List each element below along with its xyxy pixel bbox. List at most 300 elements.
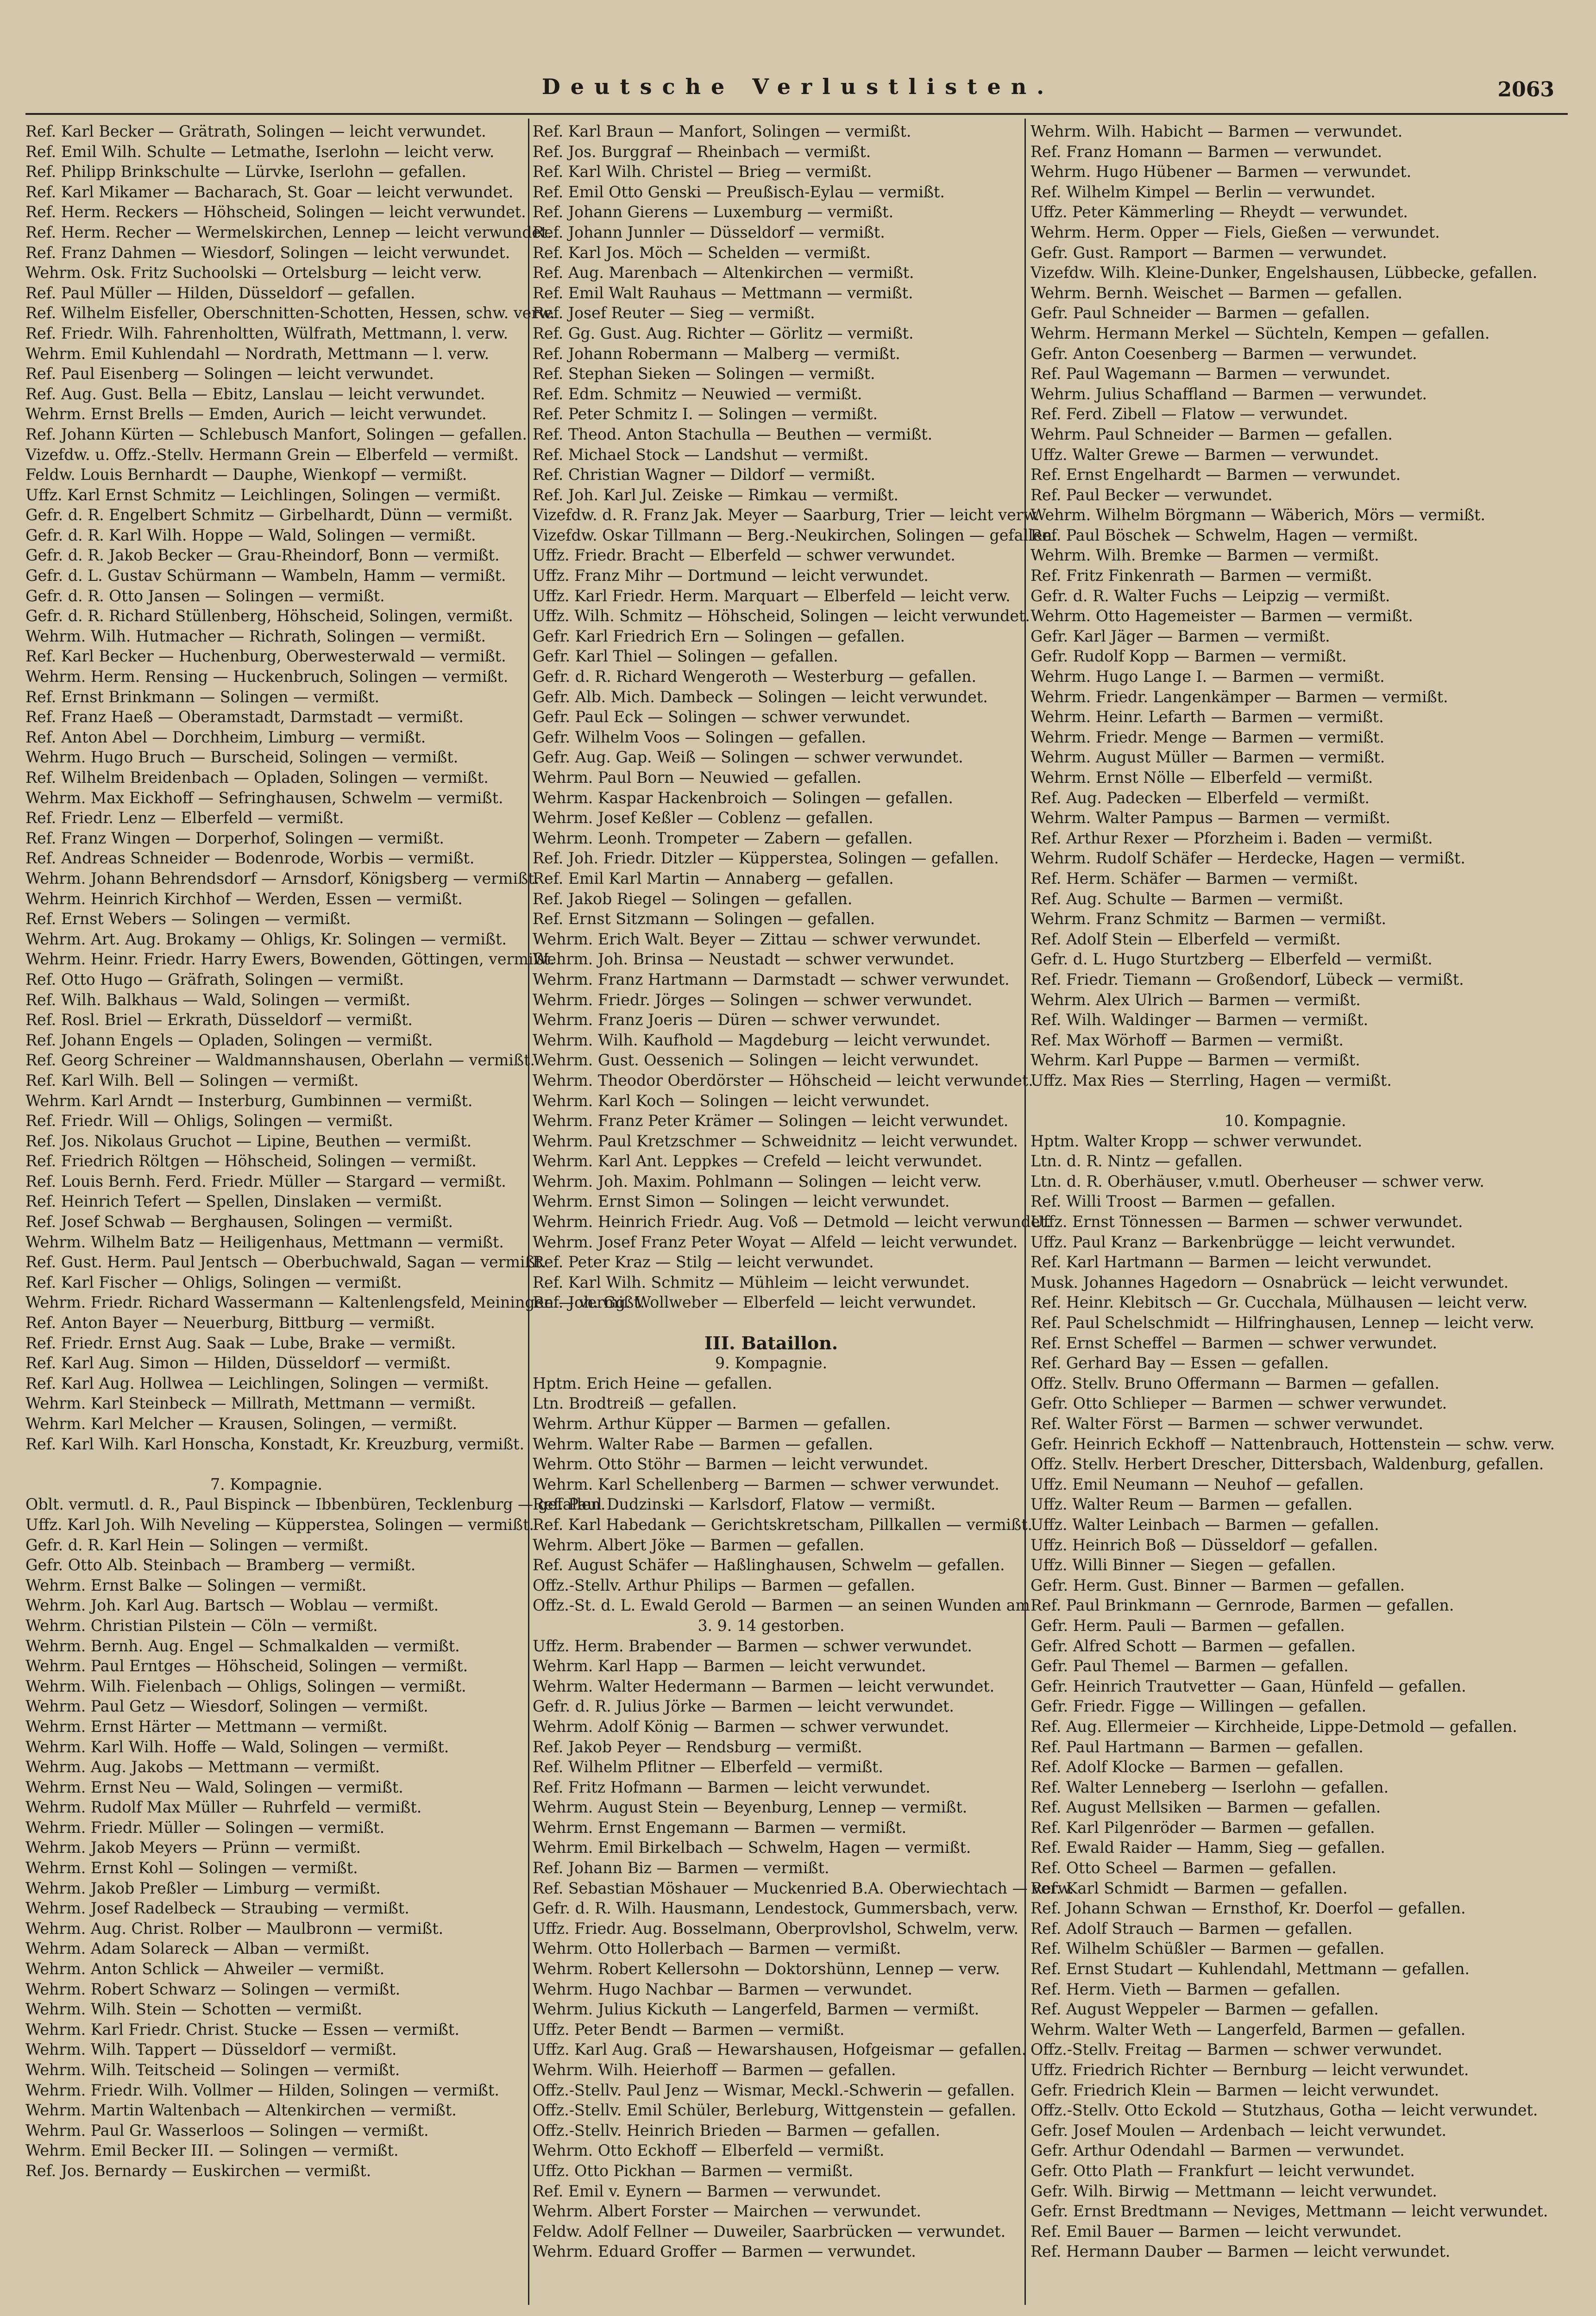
- casualty-entry: Ref. Paul Brinkmann — Gernrode, Barmen — gefallen.: [1030, 1596, 1454, 1615]
- casualty-entry: Uffz. Willi Binner — Siegen — gefallen.: [1030, 1556, 1336, 1574]
- casualty-entry: Ref. Karl Wilh. Karl Honscha, Konstadt, Kr. Kreuzburg, vermißt.: [25, 1435, 525, 1453]
- casualty-entry: Wehrm. Franz Joeris — Düren — schwer verwundet.: [533, 1011, 941, 1029]
- casualty-entry: Ref. Michael Stock — Landshut — vermißt.: [533, 445, 869, 464]
- section-heading: 9. Kompagnie.: [715, 1354, 828, 1372]
- casualty-entry: Uffz. Friedr. Aug. Bosselmann, Oberprovlshol, Schwelm, verw.: [533, 1919, 1019, 1938]
- casualty-entry: Gefr. d. R. Wilh. Hausmann, Lendestock, Gummersbach, verw.: [533, 1899, 1018, 1918]
- casualty-entry: Wehrm. Adam Solareck — Alban — vermißt.: [25, 1939, 370, 1958]
- casualty-entry: Ref. Josef Reuter — Sieg — vermißt.: [533, 304, 815, 322]
- casualty-entry: Uffz. Peter Bendt — Barmen — vermißt.: [533, 2020, 845, 2039]
- casualty-entry: Wehrm. Ernst Härter — Mettmann — vermißt.: [25, 1717, 388, 1736]
- casualty-entry: Gefr. Arthur Odendahl — Barmen — verwundet.: [1030, 2141, 1405, 2160]
- casualty-entry: Ref. Karl Schmidt — Barmen — gefallen.: [1030, 1879, 1348, 1897]
- casualty-entry: Wehrm. Karl Wilh. Hoffe — Wald, Solingen — vermißt.: [25, 1737, 449, 1756]
- casualty-entry: Ref. Emil v. Eynern — Barmen — verwundet.: [533, 2182, 881, 2200]
- casualty-entry: Uffz. Otto Pickhan — Barmen — vermißt.: [533, 2161, 854, 2180]
- casualty-entry: Wehrm. Emil Kuhlendahl — Nordrath, Mettmann — l. verw.: [25, 344, 490, 363]
- casualty-entry: Wehrm. Karl Steinbeck — Millrath, Mettmann — vermißt.: [25, 1394, 476, 1413]
- casualty-entry: Ref. Joh. Friedr. Ditzler — Küpperstea, Solingen — gefallen.: [533, 849, 999, 868]
- casualty-entry: Wehrm. Paul Getz — Wiesdorf, Solingen — vermißt.: [25, 1697, 428, 1716]
- casualty-entry: Wehrm. Kaspar Hackenbroich — Solingen — gefallen.: [533, 788, 953, 807]
- casualty-entry: Uffz. Friedrich Richter — Bernburg — leicht verwundet.: [1030, 2061, 1469, 2079]
- casualty-entry: Ref. Jos. Bernardy — Euskirchen — vermißt.: [25, 2161, 371, 2180]
- casualty-entry: Uffz. Karl Joh. Wilh Neveling — Küpperstea, Solingen — vermißt.: [25, 1515, 534, 1534]
- casualty-entry: Wehrm. Herm. Opper — Fiels, Gießen — verwundet.: [1030, 223, 1440, 241]
- casualty-entry: Uffz. Karl Friedr. Herm. Marquart — Elberfeld — leicht verw.: [533, 586, 1011, 605]
- casualty-entry: Wehrm. Bernh. Weischet — Barmen — gefallen.: [1030, 283, 1403, 302]
- casualty-entry: Ref. Heinr. Klebitsch — Gr. Cucchala, Mülhausen — leicht verw.: [1030, 1293, 1528, 1312]
- casualty-entry: Ref. Herm. Recher — Wermelskirchen, Lennep — leicht verwundet.: [25, 223, 553, 241]
- casualty-entry: Ref. Otto Scheel — Barmen — gefallen.: [1030, 1859, 1337, 1877]
- casualty-entry: Ref. Friedr. Tiemann — Großendorf, Lübeck — vermißt.: [1030, 970, 1464, 988]
- column-3: [1030, 121, 1568, 2262]
- casualty-entry: Wehrm. Friedr. Menge — Barmen — vermißt.: [1030, 728, 1384, 746]
- casualty-entry: Ref. Karl Aug. Simon — Hilden, Düsseldorf — vermißt.: [25, 1354, 451, 1372]
- casualty-entry: Ref. Gg. Gust. Aug. Richter — Görlitz — vermißt.: [533, 324, 914, 342]
- casualty-entry: Ref. Rosl. Briel — Erkrath, Düsseldorf — vermißt.: [25, 1011, 413, 1029]
- casualty-entry: Uffz. Walter Reum — Barmen — gefallen.: [1030, 1495, 1353, 1514]
- casualty-entry: Ref. Herm. Schäfer — Barmen — vermißt.: [1030, 869, 1358, 887]
- casualty-entry: Uffz. Ernst Tönnessen — Barmen — schwer verwundet.: [1030, 1213, 1463, 1231]
- casualty-entry: Ref. Franz Wingen — Dorperhof, Solingen — vermißt.: [25, 829, 444, 847]
- casualty-entry: Ref. Herm. Vieth — Barmen — gefallen.: [1030, 1980, 1341, 1998]
- casualty-entry: Ref. Emil Otto Genski — Preußisch-Eylau — vermißt.: [533, 183, 945, 201]
- casualty-entry: Ref. Christian Wagner — Dildorf — vermißt.: [533, 466, 876, 484]
- casualty-entry: Wehrm. Art. Aug. Brokamy — Ohligs, Kr. Solingen — vermißt.: [25, 930, 507, 948]
- casualty-entry: Ref. Ewald Raider — Hamm, Sieg — gefallen.: [1030, 1838, 1385, 1857]
- casualty-entry: Ref. Heinrich Tefert — Spellen, Dinslaken — vermißt.: [25, 1192, 442, 1211]
- casualty-entry: Wehrm. Eduard Groffer — Barmen — verwundet.: [533, 2242, 916, 2261]
- casualty-entry: Ref. Walter Först — Barmen — schwer verwundet.: [1030, 1415, 1423, 1433]
- column-2: [533, 121, 1074, 2262]
- casualty-entry: Ref. Ernst Webers — Solingen — vermißt.: [25, 910, 351, 928]
- casualty-entry: Uffz. Karl Aug. Graß — Hewarshausen, Hofgeismar — gefallen.: [533, 2040, 1027, 2059]
- casualty-entry: Oblt. vermutl. d. R., Paul Bispinck — Ibbenbüren, Tecklenburg — gefallen.: [25, 1495, 606, 1514]
- casualty-entry: Musk. Johannes Hagedorn — Osnabrück — leicht verwundet.: [1030, 1273, 1509, 1291]
- casualty-entry: Ref. Gerhard Bay — Essen — gefallen.: [1030, 1354, 1329, 1372]
- casualty-entry: Ref. Karl Becker — Grätrath, Solingen — leicht verwundet.: [25, 122, 486, 140]
- casualty-entry: Ref. Karl Mikamer — Bacharach, St. Goar — leicht verwundet.: [25, 183, 514, 201]
- casualty-entry: Wehrm. Josef Franz Peter Woyat — Alfeld — leicht verwundet.: [533, 1233, 1018, 1251]
- casualty-entry: Wehrm. Friedr. Wilh. Vollmer — Hilden, Solingen — vermißt.: [25, 2081, 499, 2099]
- casualty-entry: Wehrm. Wilh. Tappert — Düsseldorf — vermißt.: [25, 2040, 397, 2059]
- casualty-entry: Wehrm. Franz Schmitz — Barmen — vermißt.: [1030, 910, 1387, 928]
- casualty-entry: Wehrm. Josef Keßler — Coblenz — gefallen.: [533, 809, 873, 827]
- casualty-entry: Ref. Jos. Burggraf — Rheinbach — vermißt.: [533, 142, 871, 161]
- casualty-entry: Ref. Johann Schwan — Ernsthof, Kr. Doerfol — gefallen.: [1030, 1899, 1466, 1918]
- casualty-entry: Feldw. Adolf Fellner — Duweiler, Saarbrücken — verwundet.: [533, 2222, 1006, 2240]
- casualty-entry: Gefr. Karl Jäger — Barmen — vermißt.: [1030, 627, 1330, 645]
- casualty-entry: Ref. Friedr. Lenz — Elberfeld — vermißt.: [25, 809, 344, 827]
- casualty-entry: Gefr. d. L. Gustav Schürmann — Wambeln, Hamm — vermißt.: [25, 566, 506, 585]
- casualty-entry: Uffz. Franz Mihr — Dortmund — leicht verwundet.: [533, 566, 929, 585]
- casualty-entry: Wehrm. August Stein — Beyenburg, Lennep — vermißt.: [533, 1798, 968, 1817]
- casualty-entry: Ref. Ferd. Zibell — Flatow — verwundet.: [1030, 405, 1348, 423]
- casualty-entry: Wehrm. Rudolf Schäfer — Herdecke, Hagen — vermißt.: [1030, 849, 1465, 868]
- casualty-entry: Wehrm. Wilh. Heierhoff — Barmen — gefallen.: [533, 2061, 896, 2079]
- casualty-entry: Ref. Johann Junnler — Düsseldorf — vermißt.: [533, 223, 885, 241]
- casualty-entry: Ref. Fritz Hofmann — Barmen — leicht verwundet.: [533, 1778, 930, 1796]
- casualty-entry: Ref. Andreas Schneider — Bodenrode, Worbis — vermißt.: [25, 849, 475, 868]
- casualty-entry: Ref. Otto Hugo — Gräfrath, Solingen — vermißt.: [25, 970, 404, 988]
- casualty-entry: Wehrm. Otto Stöhr — Barmen — leicht verwundet.: [533, 1455, 929, 1473]
- casualty-entry: Wehrm. Karl Melcher — Krausen, Solingen, — vermißt.: [25, 1415, 458, 1433]
- casualty-entry: Ref. Aug. Schulte — Barmen — vermißt.: [1030, 889, 1344, 908]
- casualty-entry: Wehrm. Bernh. Aug. Engel — Schmalkalden — vermißt.: [25, 1636, 460, 1655]
- casualty-entry: Wehrm. Karl Koch — Solingen — leicht verwundet.: [533, 1091, 930, 1110]
- casualty-entry: Wehrm. Emil Becker III. — Solingen — vermißt.: [25, 2141, 399, 2160]
- casualty-entry: Wehrm. Erich Walt. Beyer — Zittau — schwer verwundet.: [533, 930, 981, 948]
- casualty-entry: Wehrm. Walter Weth — Langerfeld, Barmen — gefallen.: [1030, 2020, 1466, 2039]
- casualty-entry: Wehrm. Heinr. Friedr. Harry Ewers, Bowenden, Göttingen, vermißt.: [25, 950, 555, 969]
- casualty-entry: Gefr. d. R. Karl Wilh. Hoppe — Wald, Solingen — vermißt.: [25, 526, 476, 544]
- casualty-entry: Gefr. Heinrich Trautvetter — Gaan, Hünfeld — gefallen.: [1030, 1677, 1466, 1695]
- casualty-entry: Wehrm. Karl Happ — Barmen — leicht verwundet.: [533, 1657, 926, 1675]
- casualty-entry: Ref. Aug. Marenbach — Altenkirchen — vermißt.: [533, 264, 914, 282]
- casualty-entry: Wehrm. Walter Rabe — Barmen — gefallen.: [533, 1435, 873, 1453]
- casualty-entry: Wehrm. Paul Gr. Wasserloos — Solingen — vermißt.: [25, 2121, 429, 2140]
- casualty-entry: Wehrm. Wilh. Kaufhold — Magdeburg — leicht verwundet.: [533, 1031, 991, 1049]
- casualty-entry: Wehrm. Paul Kretzschmer — Schweidnitz — leicht verwundet.: [533, 1132, 1018, 1150]
- casualty-entry: Ref. Paul Dudzinski — Karlsdorf, Flatow — vermißt.: [533, 1495, 936, 1514]
- casualty-entry: Ref. Paul Eisenberg — Solingen — leicht verwundet.: [25, 365, 434, 383]
- casualty-entry: Wehrm. Wilh. Teitscheid — Solingen — vermißt.: [25, 2061, 400, 2079]
- casualty-entry: Wehrm. August Müller — Barmen — vermißt.: [1030, 748, 1385, 767]
- casualty-entry: Gefr. Rudolf Kopp — Barmen — vermißt.: [1030, 647, 1347, 666]
- casualty-entry: Gefr. Wilh. Birwig — Mettmann — leicht verwundet.: [1030, 2182, 1437, 2200]
- casualty-entry: Ref. August Schäfer — Haßlinghausen, Schwelm — gefallen.: [533, 1556, 1005, 1574]
- casualty-entry: Wehrm. Paul Schneider — Barmen — gefallen.: [1030, 425, 1393, 443]
- casualty-entry: Hptm. Erich Heine — gefallen.: [533, 1374, 773, 1392]
- casualty-entry: Ref. Emil Wilh. Schulte — Letmathe, Iserlohn — leicht verw.: [25, 142, 495, 161]
- casualty-entry: Vizefdw. Wilh. Kleine-Dunker, Engelshausen, Lübbecke, gefallen.: [1030, 264, 1538, 282]
- casualty-entry: Uffz. Emil Neumann — Neuhof — gefallen.: [1030, 1475, 1364, 1493]
- casualty-entry: Ref. Walter Lenneberg — Iserlohn — gefallen.: [1030, 1778, 1389, 1796]
- casualty-entry: Ref. Karl Wilh. Bell — Solingen — vermißt.: [25, 1071, 359, 1089]
- casualty-entry: Wehrm. Leonh. Trompeter — Zabern — gefallen.: [533, 829, 913, 847]
- casualty-entry: Wehrm. Friedr. Jörges — Solingen — schwer verwundet.: [533, 990, 973, 1009]
- casualty-entry: Ref. Franz Dahmen — Wiesdorf, Solingen — leicht verwundet.: [25, 243, 510, 262]
- casualty-entry: Ref. Philipp Brinkschulte — Lürvke, Iserlohn — gefallen.: [25, 163, 466, 181]
- casualty-entry: Ref. Wilhelm Eisfeller, Oberschnitten-Schotten, Hessen, schw. verw.: [25, 304, 555, 322]
- casualty-entry: Ref. Wilhelm Kimpel — Berlin — verwundet.: [1030, 183, 1376, 201]
- casualty-entry: Uffz. Walter Grewe — Barmen — verwundet.: [1030, 445, 1379, 464]
- casualty-entry: Wehrm. Paul Erntges — Höhscheid, Solingen — vermißt.: [25, 1657, 468, 1675]
- casualty-entry: Wehrm. Aug. Christ. Rolber — Maulbronn — vermißt.: [25, 1919, 444, 1938]
- casualty-entry: Wehrm. Karl Ant. Leppkes — Crefeld — leicht verwundet.: [533, 1152, 983, 1171]
- casualty-entry: Ref. Josef Schwab — Berghausen, Solingen — vermißt.: [25, 1213, 453, 1231]
- casualty-entry: Vizefdw. Oskar Tillmann — Berg.-Neukirchen, Solingen — gefallen.: [533, 526, 1057, 544]
- casualty-entry: Wehrm. Gust. Oessenich — Solingen — leicht verwundet.: [533, 1051, 979, 1070]
- casualty-entry: Wehrm. Hugo Lange I. — Barmen — vermißt.: [1030, 667, 1385, 686]
- casualty-entry: Ref. Gust. Herm. Paul Jentsch — Oberbuchwald, Sagan — vermißt.: [25, 1253, 547, 1271]
- casualty-entry: Ref. Adolf Strauch — Barmen — gefallen.: [1030, 1919, 1353, 1938]
- casualty-entry: Ref. Wilhelm Schüßler — Barmen — gefallen.: [1030, 1939, 1385, 1958]
- casualty-entry: Wehrm. Robert Schwarz — Solingen — vermißt.: [25, 1980, 401, 1998]
- casualty-entry: Wehrm. Paul Born — Neuwied — gefallen.: [533, 768, 861, 787]
- casualty-entry: Ref. Herm. Reckers — Höhscheid, Solingen — leicht verwundet.: [25, 203, 526, 221]
- casualty-entry: Uffz. Paul Kranz — Barkenbrügge — leicht verwundet.: [1030, 1233, 1456, 1251]
- casualty-entry: Wehrm. Heinr. Lefarth — Barmen — vermißt.: [1030, 708, 1384, 726]
- casualty-entry: Uffz. Herm. Brabender — Barmen — schwer verwundet.: [533, 1636, 972, 1655]
- casualty-entry: Ref. Stephan Sieken — Solingen — vermißt.: [533, 365, 875, 383]
- casualty-entry: Gefr. Karl Thiel — Solingen — gefallen.: [533, 647, 838, 666]
- casualty-entry: Ref. Friedr. Will — Ohligs, Solingen — vermißt.: [25, 1112, 393, 1130]
- casualty-entry: Ref. Johann Engels — Opladen, Solingen — vermißt.: [25, 1031, 433, 1049]
- casualty-entry: Wehrm. Karl Puppe — Barmen — vermißt.: [1030, 1051, 1360, 1070]
- casualty-entry: Ref. Ernst Scheffel — Barmen — schwer verwundet.: [1030, 1334, 1438, 1352]
- casualty-entry: Ref. Aug. Gust. Bella — Ebitz, Lanslau — leicht verwundet.: [25, 384, 485, 403]
- casualty-entry: Offz.-Stellv. Heinrich Brieden — Barmen — gefallen.: [533, 2121, 941, 2140]
- casualty-entry: Wehrm. Christian Pilstein — Cöln — vermißt.: [25, 1616, 378, 1635]
- casualty-entry: Wehrm. Otto Hollerbach — Barmen — vermißt.: [533, 1939, 901, 1958]
- casualty-entry: Gefr. d. R. Jakob Becker — Grau-Rheindorf, Bonn — vermißt.: [25, 546, 500, 565]
- casualty-entry: Ref. Aug. Padecken — Elberfeld — vermißt.: [1030, 788, 1370, 807]
- casualty-entry: Ref. Johann Kürten — Schlebusch Manfort, Solingen — gefallen.: [25, 425, 527, 443]
- casualty-entry: Wehrm. Karl Friedr. Christ. Stucke — Essen — vermißt.: [25, 2020, 459, 2039]
- casualty-entry: Wehrm. Joh. Brinsa — Neustadt — schwer verwundet.: [533, 950, 955, 969]
- casualty-entry: Wehrm. Walter Pampus — Barmen — vermißt.: [1030, 809, 1391, 827]
- casualty-entry: Uffz. Karl Ernst Schmitz — Leichlingen, Solingen — vermißt.: [25, 485, 501, 504]
- casualty-entry: Wehrm. Wilh. Habicht — Barmen — verwundet.: [1030, 122, 1403, 140]
- casualty-entry: Wehrm. Ernst Brells — Emden, Aurich — leicht verwundet.: [25, 405, 487, 423]
- page-title: Deutsche Verlustlisten.: [541, 74, 1055, 99]
- casualty-entry: Ref. Friedrich Röltgen — Höhscheid, Solingen — vermißt.: [25, 1152, 477, 1171]
- casualty-entry: Ref. Karl Becker — Huchenburg, Oberwesterwald — vermißt.: [25, 647, 506, 666]
- page-number: 2063: [1497, 78, 1554, 101]
- casualty-entry: Ref. Jakob Peyer — Rendsburg — vermißt.: [533, 1737, 862, 1756]
- spacer: [533, 1313, 1037, 1333]
- casualty-entry: Ref. Wilhelm Pflitner — Elberfeld — vermißt.: [533, 1758, 883, 1776]
- casualty-entry: Uffz. Peter Kämmerling — Rheydt — verwundet.: [1030, 203, 1408, 221]
- casualty-entry: Gefr. d. R. Julius Jörke — Barmen — leicht verwundet.: [533, 1697, 954, 1716]
- casualty-entry: Ref. Paul Schelschmidt — Hilfringhausen, Lennep — leicht verw.: [1030, 1314, 1534, 1332]
- casualty-entry: Ref. Paul Böschek — Schwelm, Hagen — vermißt.: [1030, 526, 1418, 544]
- casualty-entry: Gefr. Friedr. Figge — Willingen — gefallen.: [1030, 1697, 1367, 1716]
- casualty-entry: Ref. Ernst Sitzmann — Solingen — gefallen.: [533, 910, 875, 928]
- casualty-entry: Ref. Joh. Karl Jul. Zeiske — Rimkau — vermißt.: [533, 485, 899, 504]
- spacer: [1030, 1091, 1568, 1111]
- casualty-entry: Ltn. d. R. Oberhäuser, v.mutl. Oberheuser — schwer verw.: [1030, 1172, 1484, 1190]
- casualty-entry: Gefr. Josef Moulen — Ardenbach — leicht verwundet.: [1030, 2121, 1447, 2140]
- casualty-entry: Ref. Karl Habedank — Gerichtskretscham, Pillkallen — vermißt.: [533, 1515, 1033, 1534]
- casualty-entry: Wehrm. Jakob Preßler — Limburg — vermißt.: [25, 1879, 381, 1897]
- casualty-entry: Gefr. Otto Alb. Steinbach — Bramberg — vermißt.: [25, 1556, 416, 1574]
- casualty-entry: Ref. August Mellsiken — Barmen — gefallen.: [1030, 1798, 1381, 1817]
- casualty-entry: Ref. Theod. Anton Stachulla — Beuthen — vermißt.: [533, 425, 933, 443]
- casualty-entry: Ref. Paul Müller — Hilden, Düsseldorf — gefallen.: [25, 283, 415, 302]
- casualty-entry: Wehrm. Ernst Engemann — Barmen — vermißt.: [533, 1818, 907, 1837]
- casualty-entry: Uffz. Wilh. Schmitz — Höhscheid, Solingen — leicht verwundet.: [533, 607, 1030, 625]
- casualty-entry: Ref. Paul Becker — verwundet.: [1030, 485, 1273, 504]
- casualty-entry: Ref. Max Wörhoff — Barmen — vermißt.: [1030, 1031, 1344, 1049]
- casualty-entry: Wehrm. Otto Eckhoff — Elberfeld — vermißt.: [533, 2141, 885, 2160]
- casualty-entry: Ref. Paul Wagemann — Barmen — verwundet.: [1030, 365, 1391, 383]
- casualty-entry: Gefr. Paul Eck — Solingen — schwer verwundet.: [533, 708, 911, 726]
- casualty-entry: Gefr. Paul Schneider — Barmen — gefallen.: [1030, 304, 1370, 322]
- casualty-entry: Ref. Johann Robermann — Malberg — vermißt.: [533, 344, 900, 363]
- casualty-entry: Gefr. d. R. Walter Fuchs — Leipzig — vermißt.: [1030, 586, 1390, 605]
- casualty-entry: Ref. Jakob Riegel — Solingen — gefallen.: [533, 889, 853, 908]
- casualty-entry: Ref. Karl Hartmann — Barmen — leicht verwundet.: [1030, 1253, 1432, 1271]
- casualty-entry: Wehrm. Hermann Merkel — Süchteln, Kempen — gefallen.: [1030, 324, 1490, 342]
- casualty-entry: Wehrm. Ernst Nölle — Elberfeld — vermißt.: [1030, 768, 1373, 787]
- casualty-entry: Gefr. Alb. Mich. Dambeck — Solingen — leicht verwundet.: [533, 687, 988, 706]
- casualty-entry: Wehrm. Robert Kellersohn — Doktorshünn, Lennep — verw.: [533, 1960, 1000, 1978]
- casualty-entry: Ref. Friedr. Ernst Aug. Saak — Lube, Brake — vermißt.: [25, 1334, 456, 1352]
- casualty-entry: Wehrm. Hugo Bruch — Burscheid, Solingen — vermißt.: [25, 748, 459, 767]
- casualty-entry: Wehrm. Josef Radelbeck — Straubing — vermißt.: [25, 1899, 409, 1918]
- casualty-entry: Gefr. d. R. Richard Wengeroth — Westerburg — gefallen.: [533, 667, 977, 686]
- casualty-entry: Wehrm. Julius Kickuth — Langerfeld, Barmen — vermißt.: [533, 2000, 980, 2019]
- casualty-entry: Ref. Emil Karl Martin — Annaberg — gefallen.: [533, 869, 894, 887]
- casualty-entry: Offz.-Stellv. Otto Eckold — Stutzhaus, Gotha — leicht verwundet.: [1030, 2101, 1538, 2120]
- casualty-entry: Ref. Ernst Engelhardt — Barmen — verwundet.: [1030, 466, 1401, 484]
- casualty-entry: Ref. Karl Braun — Manfort, Solingen — vermißt.: [533, 122, 911, 140]
- casualty-entry: Gefr. Otto Plath — Frankfurt — leicht verwundet.: [1030, 2161, 1415, 2180]
- casualty-entry: Ref. Fritz Finkenrath — Barmen — vermißt.: [1030, 566, 1372, 585]
- casualty-entry: Ref. Johann Biz — Barmen — vermißt.: [533, 1859, 829, 1877]
- casualty-entry: Gefr. d. R. Engelbert Schmitz — Girbelhardt, Dünn — vermißt.: [25, 506, 513, 524]
- casualty-entry: Ref. Karl Aug. Hollwea — Leichlingen, Solingen — vermißt.: [25, 1374, 489, 1392]
- casualty-entry: Ref. Wilh. Balkhaus — Wald, Solingen — vermißt.: [25, 990, 411, 1009]
- casualty-entry: Wehrm. Aug. Jakobs — Mettmann — vermißt.: [25, 1758, 380, 1776]
- casualty-entry: Ref. Georg Schreiner — Waldmannshausen, Oberlahn — vermißt.: [25, 1051, 535, 1070]
- casualty-entry: Wehrm. Herm. Rensing — Huckenbruch, Solingen — vermißt.: [25, 667, 509, 686]
- casualty-entry: Wehrm. Friedr. Richard Wassermann — Kaltenlengsfeld, Meiningen — vermißt.: [25, 1293, 645, 1312]
- casualty-entry: Wehrm. Wilh. Hutmacher — Richrath, Solingen — vermißt.: [25, 627, 486, 645]
- casualty-entry: Wehrm. Friedr. Langenkämper — Barmen — vermißt.: [1030, 687, 1448, 706]
- casualty-entry: Gefr. Paul Themel — Barmen — gefallen.: [1030, 1657, 1349, 1675]
- casualty-entry: Wehrm. Martin Waltenbach — Altenkirchen — vermißt.: [25, 2101, 457, 2120]
- casualty-entry: Uffz. Heinrich Boß — Düsseldorf — gefallen.: [1030, 1536, 1378, 1554]
- casualty-entry: Wehrm. Otto Hagemeister — Barmen — vermißt.: [1030, 607, 1413, 625]
- casualty-entry: Offz.-St. d. L. Ewald Gerold — Barmen — an seinen Wunden am: [533, 1596, 1030, 1615]
- casualty-entry: Wehrm. Osk. Fritz Suchoolski — Ortelsburg — leicht verw.: [25, 264, 482, 282]
- casualty-entry: Wehrm. Heinrich Friedr. Aug. Voß — Detmold — leicht verwundet.: [533, 1213, 1051, 1231]
- casualty-entry: Ltn. d. R. Nintz — gefallen.: [1030, 1152, 1243, 1171]
- casualty-entry: Ref. Johann Gierens — Luxemburg — vermißt.: [533, 203, 894, 221]
- casualty-entry: Ref. Hermann Dauber — Barmen — leicht verwundet.: [1030, 2242, 1451, 2261]
- casualty-entry: Gefr. Aug. Gap. Weiß — Solingen — schwer verwundet.: [533, 748, 963, 767]
- casualty-entry: Uffz. Max Ries — Sterrling, Hagen — vermißt.: [1030, 1071, 1392, 1089]
- casualty-entry: Wehrm. Anton Schlick — Ahweiler — vermißt.: [25, 1960, 385, 1978]
- section-heading: 3. 9. 14 gestorben.: [697, 1616, 845, 1635]
- casualty-entry: Wehrm. Ernst Kohl — Solingen — vermißt.: [25, 1859, 358, 1877]
- casualty-entry: Ltn. Brodtreiß — gefallen.: [533, 1394, 737, 1413]
- casualty-entry: Vizefdw. u. Offz.-Stellv. Hermann Grein — Elberfeld — vermißt.: [25, 445, 519, 464]
- casualty-entry: Feldw. Louis Bernhardt — Dauphe, Wienkopf — vermißt.: [25, 466, 467, 484]
- casualty-entry: Ref. Friedr. Wilh. Fahrenholtten, Wülfrath, Mettmann, l. verw.: [25, 324, 509, 342]
- casualty-entry: Wehrm. Albert Jöke — Barmen — gefallen.: [533, 1536, 864, 1554]
- casualty-entry: Ref. Franz Homann — Barmen — verwundet.: [1030, 142, 1382, 161]
- casualty-entry: Wehrm. Wilh. Stein — Schotten — vermißt.: [25, 2000, 363, 2019]
- casualty-entry: Gefr. d. R. Richard Stüllenberg, Höhscheid, Solingen, vermißt.: [25, 607, 513, 625]
- header-rule: [25, 113, 1568, 115]
- casualty-entry: Offz.-Stellv. Freitag — Barmen — schwer verwundet.: [1030, 2040, 1443, 2059]
- casualty-entry: Wehrm. Johann Behrendsdorf — Arnsdorf, Königsberg — vermißt.: [25, 869, 540, 887]
- casualty-entry: Wehrm. Walter Hedermann — Barmen — leicht verwundet.: [533, 1677, 995, 1695]
- casualty-entry: Ref. Franz Haeß — Oberamstadt, Darmstadt — vermißt.: [25, 708, 464, 726]
- casualty-entry: Wehrm. Karl Schellenberg — Barmen — schwer verwundet.: [533, 1475, 999, 1493]
- spacer: [25, 1454, 535, 1474]
- casualty-entry: Wehrm. Friedr. Müller — Solingen — vermißt.: [25, 1818, 385, 1837]
- casualty-entry: Gefr. Friedrich Klein — Barmen — leicht verwundet.: [1030, 2081, 1439, 2099]
- casualty-entry: Wehrm. Alex Ulrich — Barmen — vermißt.: [1030, 990, 1361, 1009]
- casualty-entry: Wehrm. Wilh. Bremke — Barmen — vermißt.: [1030, 546, 1379, 565]
- casualty-entry: Gefr. d. L. Hugo Sturtzberg — Elberfeld — vermißt.: [1030, 950, 1433, 969]
- casualty-entry: Wehrm. Ernst Balke — Solingen — vermißt.: [25, 1576, 367, 1594]
- casualty-entry: Gefr. Otto Schlieper — Barmen — schwer verwundet.: [1030, 1394, 1447, 1413]
- casualty-entry: Wehrm. Arthur Küpper — Barmen — gefallen.: [533, 1415, 891, 1433]
- casualty-entry: Vizefdw. d. R. Franz Jak. Meyer — Saarburg, Trier — leicht verw.: [533, 506, 1040, 524]
- casualty-entry: Wehrm. Heinrich Kirchhof — Werden, Essen — vermißt.: [25, 889, 463, 908]
- section-heading: 10. Kompagnie.: [1224, 1112, 1346, 1130]
- casualty-entry: Gefr. Herm. Pauli — Barmen — gefallen.: [1030, 1616, 1345, 1635]
- casualty-entry: Ref. Wilhelm Breidenbach — Opladen, Solingen — vermißt.: [25, 768, 489, 787]
- casualty-entry: Uffz. Friedr. Bracht — Elberfeld — schwer verwundet.: [533, 546, 955, 565]
- casualty-entry: Ref. Peter Schmitz I. — Solingen — vermißt.: [533, 405, 878, 423]
- casualty-entry: Gefr. Wilhelm Voos — Solingen — gefallen.: [533, 728, 866, 746]
- casualty-entry: Wehrm. Albert Forster — Mairchen — verwundet.: [533, 2202, 921, 2221]
- casualty-entry: Ref. Sebastian Möshauer — Muckenried B.A. Oberwiechtach — verw.: [533, 1879, 1074, 1897]
- section-heading: 7. Kompagnie.: [210, 1475, 323, 1493]
- casualty-entry: Gefr. d. R. Karl Hein — Solingen — vermißt.: [25, 1536, 369, 1554]
- casualty-entry: Wehrm. Franz Hartmann — Darmstadt — schwer verwundet.: [533, 970, 1010, 988]
- casualty-entry: Offz. Stellv. Herbert Drescher, Dittersbach, Waldenburg, gefallen.: [1030, 1455, 1544, 1473]
- casualty-entry: Uffz. Walter Leinbach — Barmen — gefallen.: [1030, 1515, 1379, 1534]
- casualty-entry: Ref. Emil Walt Rauhaus — Mettmann — vermißt.: [533, 283, 913, 302]
- casualty-entry: Offz.-Stellv. Paul Jenz — Wismar, Meckl.-Schwerin — gefallen.: [533, 2081, 1015, 2099]
- casualty-entry: Wehrm. Ernst Simon — Solingen — leicht verwundet.: [533, 1192, 950, 1211]
- casualty-entry: Wehrm. Wilhelm Börgmann — Wäberich, Mörs — vermißt.: [1030, 506, 1485, 524]
- casualty-entry: Wehrm. Emil Birkelbach — Schwelm, Hagen — vermißt.: [533, 1838, 971, 1857]
- casualty-entry: Ref. Karl Fischer — Ohligs, Solingen — vermißt.: [25, 1273, 402, 1291]
- casualty-entry: Ref. Joh. Gg. Wollweber — Elberfeld — leicht verwundet.: [533, 1293, 977, 1312]
- casualty-entry: Wehrm. Hugo Nachbar — Barmen — verwundet.: [533, 1980, 912, 1998]
- casualty-entry: Wehrm. Joh. Maxim. Pohlmann — Solingen — leicht verw.: [533, 1172, 982, 1190]
- casualty-entry: Ref. Paul Hartmann — Barmen — gefallen.: [1030, 1737, 1364, 1756]
- casualty-entry: Ref. Louis Bernh. Ferd. Friedr. Müller — Stargard — vermißt.: [25, 1172, 506, 1190]
- casualty-entry: Gefr. Herm. Gust. Binner — Barmen — gefallen.: [1030, 1576, 1405, 1594]
- casualty-entry: Wehrm. Jakob Meyers — Prünn — vermißt.: [25, 1838, 361, 1857]
- casualty-entry: Ref. Aug. Ellermeier — Kirchheide, Lippe-Detmold — gefallen.: [1030, 1717, 1517, 1736]
- casualty-entry: Ref. Adolf Stein — Elberfeld — vermißt.: [1030, 930, 1341, 948]
- page-header: [0, 69, 1596, 111]
- casualty-entry: Gefr. d. R. Otto Jansen — Solingen — vermißt.: [25, 586, 385, 605]
- casualty-entry: Ref. Willi Troost — Barmen — gefallen.: [1030, 1192, 1336, 1211]
- casualty-entry: Wehrm. Adolf König — Barmen — schwer verwundet.: [533, 1717, 949, 1736]
- casualty-entry: Gefr. Gust. Ramport — Barmen — verwundet.: [1030, 243, 1387, 262]
- casualty-entry: Ref. Karl Jos. Möch — Schelden — vermißt.: [533, 243, 871, 262]
- casualty-entry: Gefr. Anton Coesenberg — Barmen — verwundet.: [1030, 344, 1417, 363]
- casualty-entry: Wehrm. Joh. Karl Aug. Bartsch — Woblau — vermißt.: [25, 1596, 439, 1615]
- casualty-entry: Ref. Ernst Studart — Kuhlendahl, Mettmann — gefallen.: [1030, 1960, 1470, 1978]
- casualty-entry: Gefr. Ernst Bredtmann — Neviges, Mettmann — leicht verwundet.: [1030, 2202, 1548, 2221]
- casualty-entry: Wehrm. Rudolf Max Müller — Ruhrfeld — vermißt.: [25, 1798, 422, 1817]
- casualty-entry: Ref. Arthur Rexer — Pforzheim i. Baden — vermißt.: [1030, 829, 1433, 847]
- casualty-entry: Ref. Peter Kraz — Stilg — leicht verwundet.: [533, 1253, 874, 1271]
- casualty-entry: Offz. Stellv. Bruno Offermann — Barmen — gefallen.: [1030, 1374, 1439, 1392]
- casualty-entry: Ref. Karl Pilgenröder — Barmen — gefallen.: [1030, 1818, 1375, 1837]
- casualty-entry: Ref. Anton Bayer — Neuerburg, Bittburg — vermißt.: [25, 1314, 435, 1332]
- casualty-entry: Wehrm. Wilhelm Batz — Heiligenhaus, Mettmann — vermißt.: [25, 1233, 504, 1251]
- casualty-entry: Gefr. Alfred Schott — Barmen — gefallen.: [1030, 1636, 1356, 1655]
- casualty-entry: Wehrm. Max Eickhoff — Sefringhausen, Schwelm — vermißt.: [25, 788, 503, 807]
- casualty-entry: Gefr. Heinrich Eckhoff — Nattenbrauch, Hottenstein — schw. verw.: [1030, 1435, 1555, 1453]
- casualty-entry: Wehrm. Theodor Oberdörster — Höhscheid — leicht verwundet.: [533, 1071, 1033, 1089]
- casualty-entry: Wehrm. Ernst Neu — Wald, Solingen — vermißt.: [25, 1778, 403, 1796]
